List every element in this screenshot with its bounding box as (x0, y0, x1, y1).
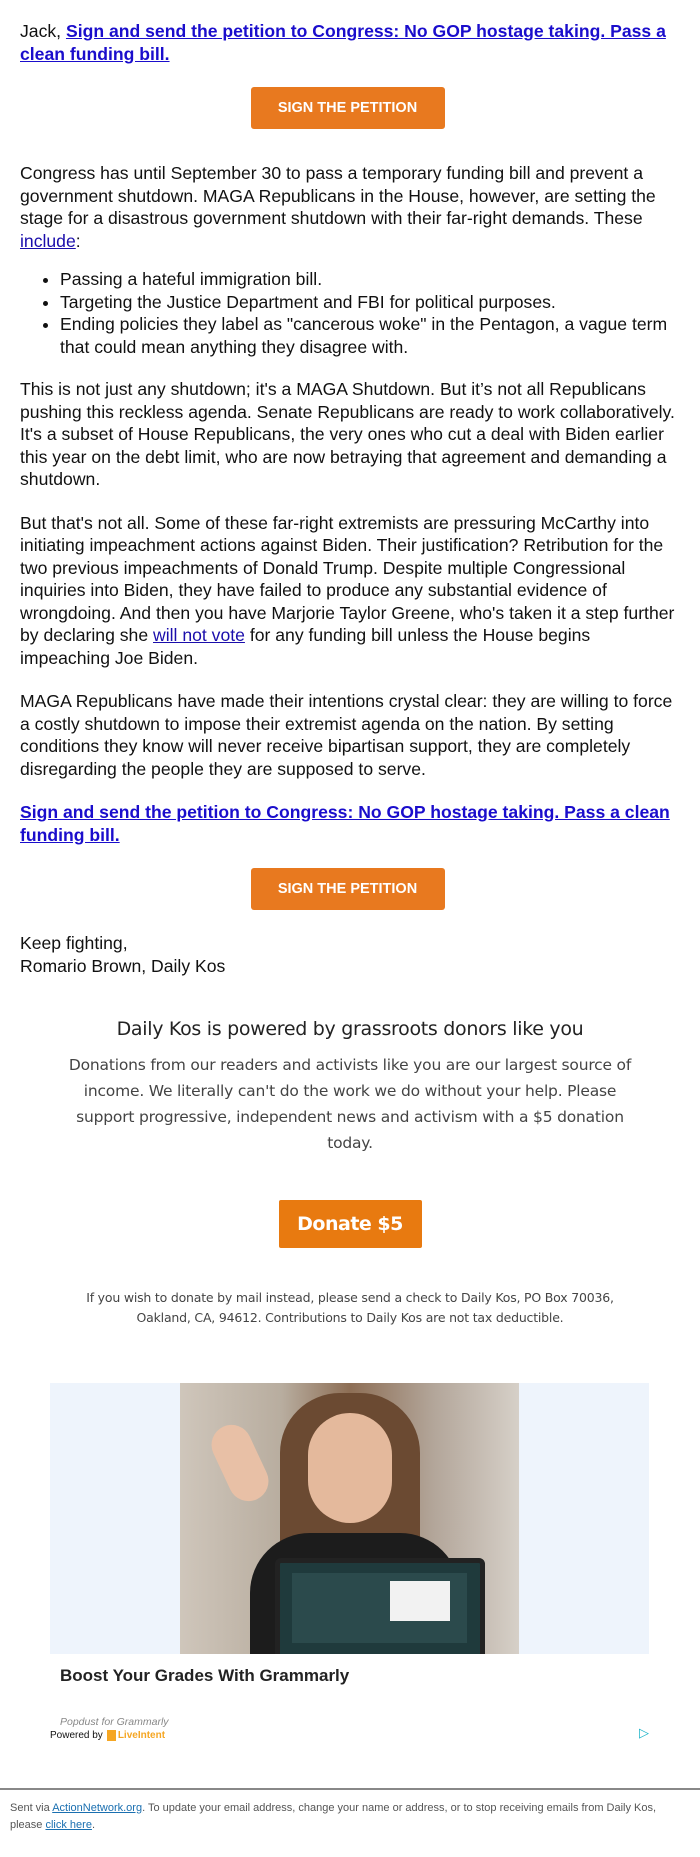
footer: Sent via ActionNetwork.org. To update your email address, change your name or address, or to stop receiving emails from Daily Kos, please click here. (0, 1788, 700, 1834)
donation-heading: Daily Kos is powered by grassroots donors like you (116, 1018, 584, 1040)
greeting: Jack, (20, 21, 62, 41)
ad-sponsor: Popdust for Grammarly (60, 1716, 169, 1728)
liveintent-name: LiveIntent (117, 1730, 166, 1741)
actionnetwork-link[interactable]: ActionNetwork.org (52, 1802, 143, 1814)
ad-title[interactable]: Boost Your Grades With Grammarly (60, 1666, 350, 1685)
donate-button[interactable]: Donate $5 (279, 1200, 422, 1248)
list-item: • Targeting the Justice Department and FBI for political purposes. (60, 291, 675, 314)
ad-image[interactable] (50, 1383, 649, 1654)
sign-petition-button-top[interactable]: SIGN THE PETITION (251, 87, 445, 129)
donation-description: Donations from our readers and activists like you are our largest source of income. We literally can't do the work we do without your help. Please support progressive, independent news and activism with a $5 donation today. (68, 1056, 632, 1152)
signoff: Keep fighting, (20, 933, 128, 953)
signature: Romario Brown, Daily Kos (20, 955, 226, 976)
donation-section (0, 1018, 700, 1328)
powered-by: Powered by LiveIntent (50, 1730, 166, 1741)
petition-link-bottom[interactable]: Sign and send the petition to Congress: No GOP hostage taking. Pass a clean funding bill. (20, 802, 670, 845)
sign-petition-button-bottom[interactable]: SIGN THE PETITION (251, 868, 445, 910)
will-not-vote-link[interactable]: will not vote (153, 625, 245, 645)
unsubscribe-link[interactable]: click here (45, 1819, 92, 1831)
paragraph-1: Congress has until September 30 to pass a temporary funding bill and prevent a government shutdown. MAGA Republicans in the House, however, are setting the stage for a disastrous government shutdown with their far-right demands. These include: (20, 163, 656, 251)
list-item: • Ending policies they label as "cancerous woke" in the Pentagon, a vague term that could mean anything they disagree with. (60, 313, 675, 358)
liveintent-logo-icon (107, 1730, 116, 1741)
email-body (20, 20, 675, 977)
paragraph-2: This is not just any shutdown; it's a MAGA Shutdown. But it’s not all Republicans pushing this reckless agenda. Senate Republicans are ready to work collaboratively. It's a subset of House Republicans, the very ones who cut a deal with Biden earlier this year on the debt limit, who are now betraying that agreement and demanding a shutdown. (20, 379, 675, 489)
include-link[interactable]: include (20, 230, 76, 251)
intro (20, 20, 675, 65)
adchoices-icon[interactable]: ▷ (639, 1725, 649, 1740)
advertisement[interactable] (50, 1383, 649, 1741)
laptop-illustration (275, 1558, 485, 1654)
list-item: • Passing a hateful immigration bill. (60, 268, 675, 291)
petition-link-top[interactable]: Sign and send the petition to Congress: No GOP hostage taking. Pass a clean funding bill. (20, 21, 666, 64)
ad-photo (180, 1383, 519, 1654)
paragraph-3: But that's not all. Some of these far-right extremists are pressuring McCarthy into initiating impeachment actions against Biden. Their justification? Retribution for the two previous impeachments of Donald Trump. Despite multiple Congressional inquiries into Biden, they have failed to produce any substantial evidence of wrongdoing. And then you have Marjorie Taylor Greene, who's taken it a step further by declaring she will not vote for any funding bill unless the House begins impeaching Joe Biden. (20, 512, 675, 668)
mail-donation-note: If you wish to donate by mail instead, please send a check to Daily Kos, PO Box 70036, Oakland, CA, 94612. Contributions to Daily Kos are not tax deductible. (86, 1290, 614, 1325)
demands-list (20, 268, 675, 358)
paragraph-4: MAGA Republicans have made their intentions crystal clear: they are willing to force a costly shutdown to impose their extremist agenda on the nation. By setting conditions they know will never receive bipartisan support, they are completely disregarding the people they are supposed to serve. (20, 691, 673, 779)
